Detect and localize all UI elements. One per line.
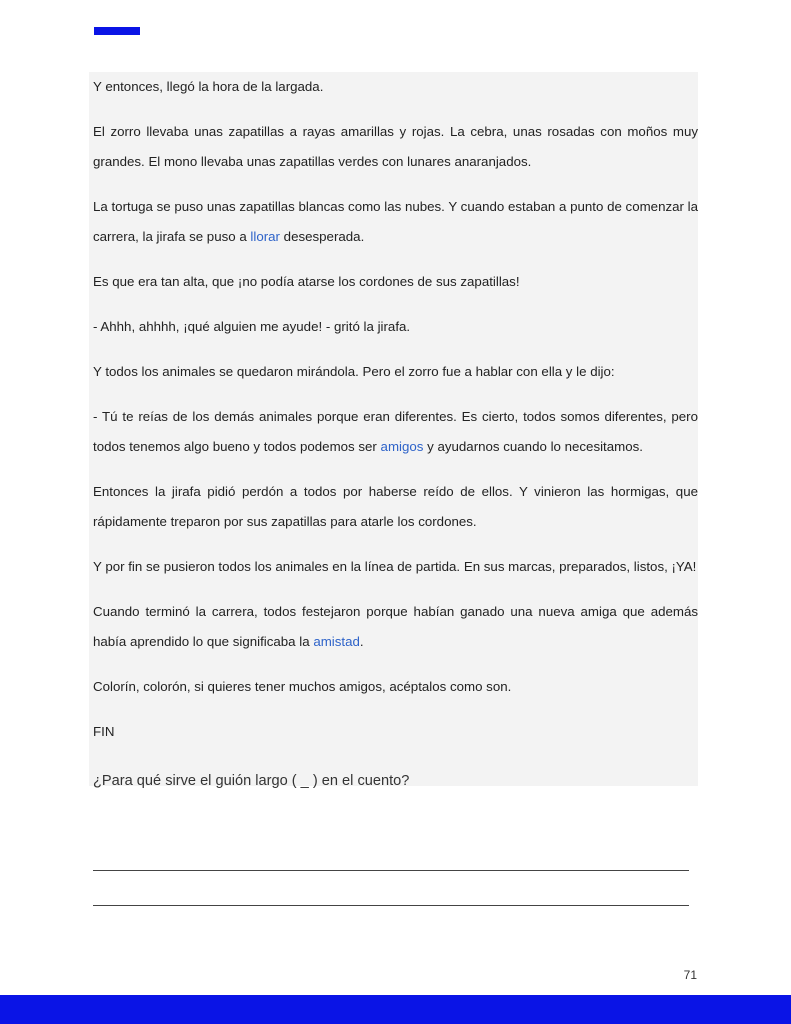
paragraph-7 (93, 402, 698, 462)
paragraph-6: Y todos los animales se quedaron mirándola. Pero el zorro fue a hablar con ella y le dijo: (93, 364, 615, 379)
paragraph-5: - Ahhh, ahhhh, ¡qué alguien me ayude! - gritó la jirafa. (93, 319, 411, 334)
paragraph-1: Y entonces, llegó la hora de la largada. (93, 79, 324, 94)
paragraph-11: Colorín, colorón, si quieres tener muchos amigos, acéptalos como son. (93, 679, 512, 694)
page-number: 71 (683, 968, 697, 982)
paragraph-8: Entonces la jirafa pidió perdón a todos por haberse reído de ellos. Y vinieron las hormigas, que rápidamente treparon por sus zapatillas para atarle los cordones. (93, 484, 698, 529)
paragraph-9: Y por fin se pusieron todos los animales en la línea de partida. En sus marcas, preparados, listos, ¡YA! (93, 559, 697, 574)
paragraph-3-text-b: desesperada. (279, 229, 365, 244)
paragraph-10-text-a: Cuando terminó la carrera, todos festejaron porque habían ganado una nueva amiga que además había aprendido lo que significaba la (93, 604, 698, 649)
answer-line-1[interactable] (93, 870, 689, 871)
story-text (93, 72, 698, 800)
fin-label: FIN (93, 724, 115, 739)
bottom-accent-bar (0, 995, 791, 1024)
amistad-link[interactable]: amistad (313, 634, 360, 649)
amigos-link[interactable]: amigos (380, 439, 424, 454)
paragraph-4: Es que era tan alta, que ¡no podía atarse los cordones de sus zapatillas! (93, 274, 520, 289)
paragraph-3 (93, 192, 698, 252)
question-text: ¿Para qué sirve el guión largo ( _ ) en el cuento? (93, 773, 410, 789)
paragraph-7-text-b: y ayudarnos cuando lo necesitamos. (423, 439, 643, 454)
paragraph-10-text-b: . (359, 634, 364, 649)
paragraph-10 (93, 597, 698, 657)
top-accent-bar (94, 27, 140, 35)
paragraph-2: El zorro llevaba unas zapatillas a rayas amarillas y rojas. La cebra, unas rosadas con moños muy grandes. El mono llevaba unas zapatillas verdes con lunares anaranjados. (93, 124, 698, 169)
paragraph-7-text-a: - Tú te reías de los demás animales porque eran diferentes. Es cierto, todos somos diferentes, pero todos tenemos algo bueno y todos podemos ser (93, 409, 698, 454)
answer-line-2[interactable] (93, 905, 689, 906)
llorar-link[interactable]: llorar (250, 229, 280, 244)
paragraph-3-text-a: La tortuga se puso unas zapatillas blancas como las nubes. Y cuando estaban a punto de comenzar la carrera, la jirafa se puso a (93, 199, 698, 244)
